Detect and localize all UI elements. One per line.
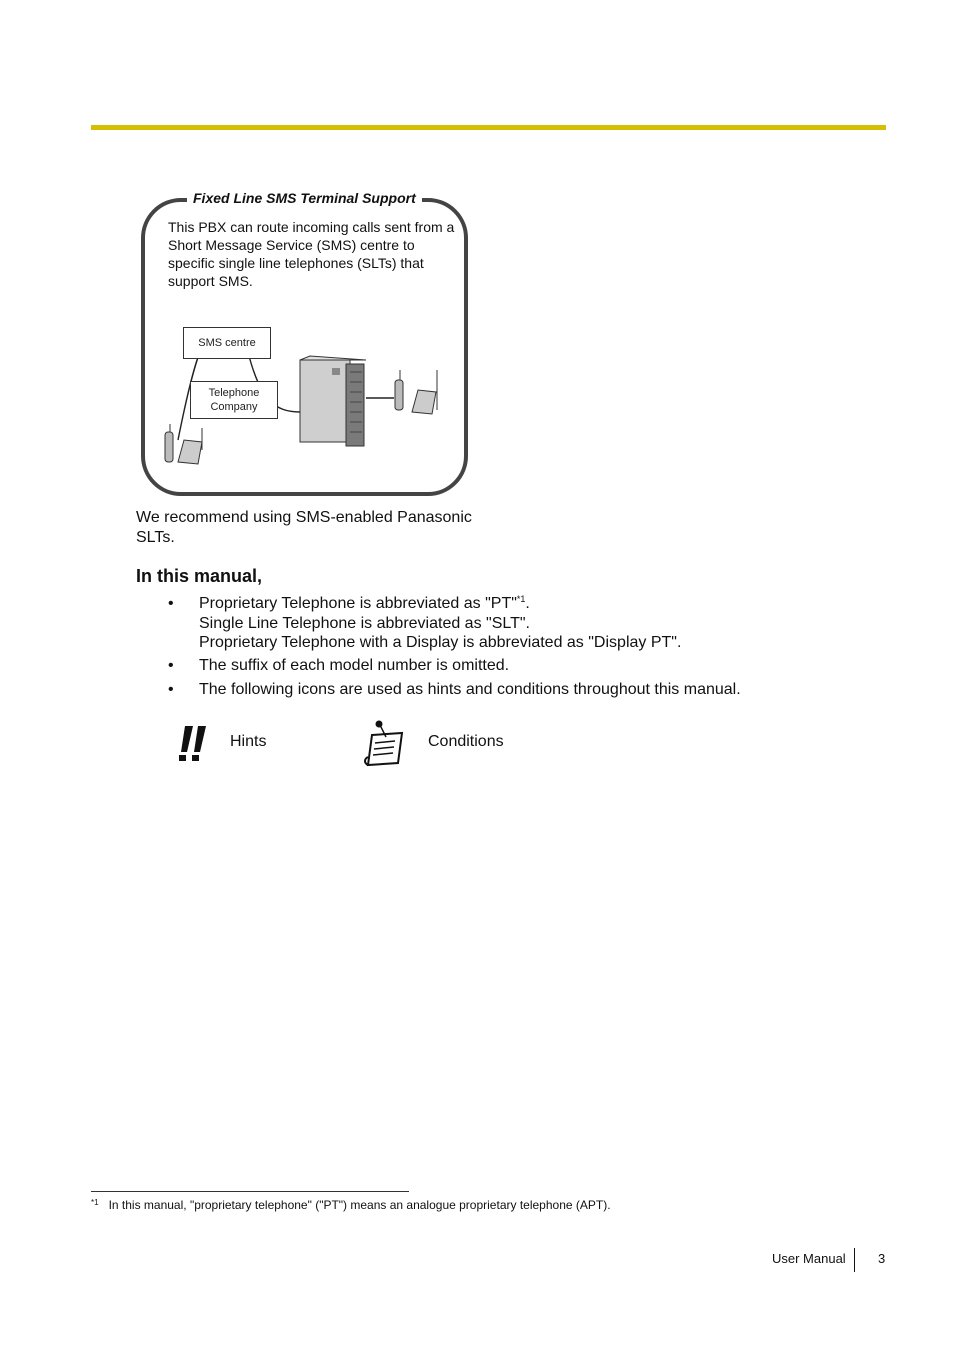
header-rule bbox=[91, 125, 886, 130]
notepad-pin-icon bbox=[362, 719, 406, 767]
bullet-dot: • bbox=[168, 595, 174, 612]
slt-phone-icon-right bbox=[395, 370, 437, 414]
bullet-3-text: The following icons are used as hints and conditions throughout this manual. bbox=[199, 681, 741, 698]
footnote-rule bbox=[91, 1191, 409, 1192]
double-exclamation-icon bbox=[176, 724, 210, 764]
page-number: 3 bbox=[878, 1251, 886, 1266]
footnote-text: In this manual, "proprietary telephone" ("PT") means an analogue proprietary telephone (APT). bbox=[108, 1198, 611, 1212]
sms-centre-label: SMS centre bbox=[183, 327, 271, 359]
bullet-1-line-2: Single Line Telephone is abbreviated as "SLT". bbox=[199, 614, 530, 632]
telco-label-line1: Telephone bbox=[208, 387, 260, 399]
bullet-2-text: The suffix of each model number is omitted. bbox=[199, 657, 510, 674]
feature-box-description: This PBX can route incoming calls sent from a Short Message Service (SMS) centre to specific single line telephones (SLTs) that support SMS. bbox=[168, 219, 455, 289]
bullet-1-line-1-text: Proprietary Telephone is abbreviated as "PT" bbox=[199, 595, 517, 612]
bullet-dot: • bbox=[168, 681, 174, 698]
feature-box-title: Fixed Line SMS Terminal Support bbox=[187, 190, 422, 206]
footnote bbox=[91, 1198, 611, 1212]
bullet-1-line-1-end: . bbox=[525, 595, 530, 612]
telephone-company-label bbox=[190, 381, 278, 419]
footnote-ref: *1 bbox=[516, 594, 526, 604]
conditions-label: Conditions bbox=[428, 733, 504, 750]
footer-separator bbox=[854, 1248, 855, 1272]
bullet-1-line-1 bbox=[199, 594, 859, 614]
slt-phone-icon-left bbox=[165, 424, 202, 464]
recommendation-text: We recommend using SMS-enabled Panasonic SLTs. bbox=[136, 509, 472, 546]
bullet-dot: • bbox=[168, 657, 174, 674]
pbx-unit-icon bbox=[300, 356, 366, 446]
section-title: In this manual, bbox=[136, 566, 263, 586]
sms-routing-diagram bbox=[150, 320, 460, 480]
hints-label: Hints bbox=[230, 733, 267, 750]
telco-label-line2: Company bbox=[210, 401, 258, 413]
bullet-1-line-3: Proprietary Telephone with a Display is abbreviated as "Display PT". bbox=[199, 634, 682, 651]
footnote-mark: *1 bbox=[91, 1198, 99, 1207]
footer-label: User Manual bbox=[772, 1251, 846, 1266]
